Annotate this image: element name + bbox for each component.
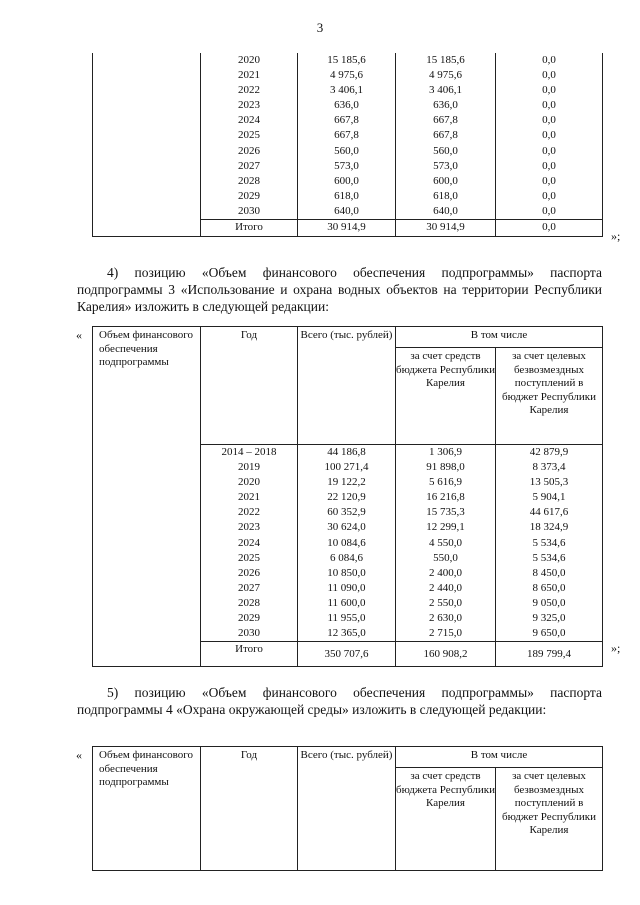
header-volume: Объем финансового обеспечения подпрограммы <box>93 747 201 871</box>
year-cell: 2024 <box>201 536 298 551</box>
year-cell: 2021 <box>201 490 298 505</box>
paragraph-item-5 <box>77 684 602 718</box>
targeted-receipts-cell: 42 879,9 <box>496 445 603 461</box>
total-cell: 100 271,4 <box>298 460 396 475</box>
budget-cell: 2 630,0 <box>396 611 496 626</box>
targeted-receipts-cell: 13 505,3 <box>496 475 603 490</box>
header-budget-funds: за счет средств бюджета Республики Карелия <box>396 348 496 445</box>
year-cell: 2022 <box>201 83 298 98</box>
header-targeted-receipts: за счет целевых безвозмездных поступлений в бюджет Республики Карелия <box>496 348 603 445</box>
targeted-receipts-cell: 0,0 <box>496 68 603 83</box>
year-cell: 2029 <box>201 189 298 204</box>
year-cell: 2028 <box>201 174 298 189</box>
closing-quote-mark-2: »; <box>611 641 621 655</box>
total-cell: 12 365,0 <box>298 626 396 642</box>
header-budget-funds: за счет средств бюджета Республики Карелия <box>396 768 496 871</box>
header-total: Всего (тыс. рублей) <box>298 327 396 445</box>
total-cell: 60 352,9 <box>298 505 396 520</box>
budget-cell: 573,0 <box>396 159 496 174</box>
budget-cell: 12 299,1 <box>396 520 496 535</box>
total-cell: 600,0 <box>298 174 396 189</box>
budget-cell: 667,8 <box>396 113 496 128</box>
year-cell: 2027 <box>201 159 298 174</box>
year-cell: 2029 <box>201 611 298 626</box>
year-cell: 2020 <box>201 475 298 490</box>
targeted-receipts-cell: 8 450,0 <box>496 566 603 581</box>
budget-cell: 2 400,0 <box>396 566 496 581</box>
opening-quote-mark-2: « <box>76 748 82 762</box>
total-cell: 3 406,1 <box>298 83 396 98</box>
year-cell: 2023 <box>201 98 298 113</box>
budget-cell: 2 550,0 <box>396 596 496 611</box>
year-cell: 2028 <box>201 596 298 611</box>
financing-table-subprogram-2-continued <box>92 53 603 237</box>
budget-cell: 2 715,0 <box>396 626 496 642</box>
total-cell: 560,0 <box>298 144 396 159</box>
budget-cell: 5 616,9 <box>396 475 496 490</box>
budget-cell: 15 735,3 <box>396 505 496 520</box>
targeted-receipts-cell: 0,0 <box>496 189 603 204</box>
targeted-receipts-cell: 0,0 <box>496 83 603 98</box>
header-volume: Объем финансового обеспечения подпрограммы <box>93 327 201 445</box>
paragraph-item-4-text: 4) позицию «Объем финансового обеспечения подпрограммы» паспорта подпрограммы 3 «Использование и охрана водных объектов на территории Республики Карелия» изложить в следующей редакции: <box>77 265 602 314</box>
paragraph-item-4 <box>77 264 602 315</box>
year-cell: 2026 <box>201 144 298 159</box>
total-cell: 10 850,0 <box>298 566 396 581</box>
total-cell: 618,0 <box>298 189 396 204</box>
total-cell: 30 624,0 <box>298 520 396 535</box>
budget-cell: 1 306,9 <box>396 445 496 461</box>
table-row <box>93 445 603 461</box>
year-cell: 2030 <box>201 626 298 642</box>
header-total: Всего (тыс. рублей) <box>298 747 396 871</box>
year-cell: 2025 <box>201 128 298 143</box>
budget-cell: 4 550,0 <box>396 536 496 551</box>
financing-table-subprogram-3 <box>92 326 603 667</box>
year-cell: 2030 <box>201 204 298 220</box>
itogo-label: Итого <box>201 220 298 237</box>
itogo-budget: 30 914,9 <box>396 220 496 237</box>
total-cell: 15 185,6 <box>298 53 396 68</box>
budget-cell: 3 406,1 <box>396 83 496 98</box>
total-cell: 636,0 <box>298 98 396 113</box>
header-year: Год <box>201 747 298 871</box>
targeted-receipts-cell: 5 534,6 <box>496 536 603 551</box>
budget-cell: 600,0 <box>396 174 496 189</box>
itogo-targeted: 189 799,4 <box>496 642 603 667</box>
budget-cell: 550,0 <box>396 551 496 566</box>
itogo-label: Итого <box>201 642 298 667</box>
targeted-receipts-cell: 9 050,0 <box>496 596 603 611</box>
total-cell: 11 090,0 <box>298 581 396 596</box>
financing-table-subprogram-4 <box>92 746 603 871</box>
total-cell: 10 084,6 <box>298 536 396 551</box>
table-row <box>93 53 603 68</box>
targeted-receipts-cell: 9 650,0 <box>496 626 603 642</box>
total-cell: 667,8 <box>298 128 396 143</box>
targeted-receipts-cell: 0,0 <box>496 98 603 113</box>
year-cell: 2014 – 2018 <box>201 445 298 461</box>
targeted-receipts-cell: 0,0 <box>496 53 603 68</box>
targeted-receipts-cell: 8 650,0 <box>496 581 603 596</box>
targeted-receipts-cell: 0,0 <box>496 174 603 189</box>
total-cell: 640,0 <box>298 204 396 220</box>
year-cell: 2026 <box>201 566 298 581</box>
header-including: В том числе <box>396 747 603 768</box>
targeted-receipts-cell: 0,0 <box>496 144 603 159</box>
itogo-budget: 160 908,2 <box>396 642 496 667</box>
year-cell: 2019 <box>201 460 298 475</box>
targeted-receipts-cell: 0,0 <box>496 113 603 128</box>
year-cell: 2020 <box>201 53 298 68</box>
budget-cell: 15 185,6 <box>396 53 496 68</box>
paragraph-item-5-text: 5) позицию «Объем финансового обеспечения подпрограммы» паспорта подпрограммы 4 «Охрана окружающей среды» изложить в следующей редакции: <box>77 685 602 717</box>
total-cell: 573,0 <box>298 159 396 174</box>
empty-label-cell <box>93 53 201 237</box>
budget-cell: 16 216,8 <box>396 490 496 505</box>
budget-cell: 636,0 <box>396 98 496 113</box>
header-including: В том числе <box>396 327 603 348</box>
total-cell: 44 186,8 <box>298 445 396 461</box>
year-cell: 2021 <box>201 68 298 83</box>
empty-label-cell <box>93 445 201 667</box>
targeted-receipts-cell: 9 325,0 <box>496 611 603 626</box>
year-cell: 2024 <box>201 113 298 128</box>
itogo-total: 30 914,9 <box>298 220 396 237</box>
targeted-receipts-cell: 0,0 <box>496 159 603 174</box>
itogo-targeted: 0,0 <box>496 220 603 237</box>
total-cell: 11 955,0 <box>298 611 396 626</box>
header-year: Год <box>201 327 298 445</box>
targeted-receipts-cell: 18 324,9 <box>496 520 603 535</box>
total-cell: 11 600,0 <box>298 596 396 611</box>
targeted-receipts-cell: 5 534,6 <box>496 551 603 566</box>
year-cell: 2022 <box>201 505 298 520</box>
budget-cell: 560,0 <box>396 144 496 159</box>
targeted-receipts-cell: 44 617,6 <box>496 505 603 520</box>
targeted-receipts-cell: 0,0 <box>496 128 603 143</box>
total-cell: 19 122,2 <box>298 475 396 490</box>
page-number: 3 <box>316 20 324 35</box>
total-cell: 667,8 <box>298 113 396 128</box>
header-targeted-receipts: за счет целевых безвозмездных поступлений в бюджет Республики Карелия <box>496 768 603 871</box>
targeted-receipts-cell: 8 373,4 <box>496 460 603 475</box>
year-cell: 2027 <box>201 581 298 596</box>
total-cell: 22 120,9 <box>298 490 396 505</box>
year-cell: 2023 <box>201 520 298 535</box>
closing-quote-mark: »; <box>611 229 621 243</box>
targeted-receipts-cell: 0,0 <box>496 204 603 220</box>
total-cell: 4 975,6 <box>298 68 396 83</box>
budget-cell: 618,0 <box>396 189 496 204</box>
targeted-receipts-cell: 5 904,1 <box>496 490 603 505</box>
opening-quote-mark: « <box>76 328 82 342</box>
total-cell: 6 084,6 <box>298 551 396 566</box>
budget-cell: 91 898,0 <box>396 460 496 475</box>
budget-cell: 667,8 <box>396 128 496 143</box>
budget-cell: 4 975,6 <box>396 68 496 83</box>
budget-cell: 640,0 <box>396 204 496 220</box>
year-cell: 2025 <box>201 551 298 566</box>
itogo-total: 350 707,6 <box>298 642 396 667</box>
budget-cell: 2 440,0 <box>396 581 496 596</box>
